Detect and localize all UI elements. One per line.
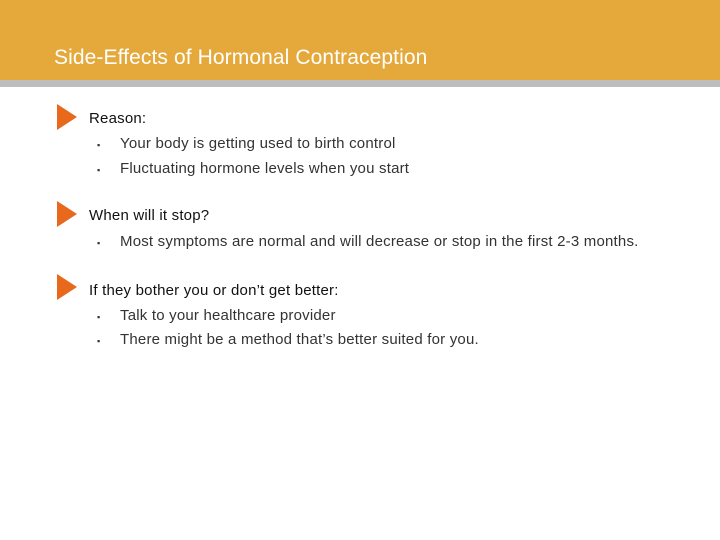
bullet-icon: ▪ xyxy=(97,238,101,248)
list-item-text: Most symptoms are normal and will decrease or stop in the first 2-3 months. xyxy=(120,233,639,250)
list-item-text: Your body is getting used to birth control xyxy=(120,135,396,152)
section-heading: When will it stop? xyxy=(89,207,210,224)
slide-title: Side-Effects of Hormonal Contraception xyxy=(54,46,428,69)
arrow-right-icon xyxy=(57,104,77,130)
list-item-text: Fluctuating hormone levels when you start xyxy=(120,160,410,177)
bullet-icon: ▪ xyxy=(97,336,101,346)
title-bar xyxy=(0,0,720,80)
header-divider xyxy=(0,80,720,87)
list-item-text: Talk to your healthcare provider xyxy=(120,307,336,324)
bullet-icon: ▪ xyxy=(97,140,101,150)
arrow-right-icon xyxy=(57,274,77,300)
list-item-text: There might be a method that’s better suited for you. xyxy=(120,331,479,348)
arrow-right-icon xyxy=(57,201,77,227)
bullet-icon: ▪ xyxy=(97,165,101,175)
section-heading: If they bother you or don’t get better: xyxy=(89,282,339,299)
bullet-icon: ▪ xyxy=(97,312,101,322)
section-heading: Reason: xyxy=(89,110,147,127)
